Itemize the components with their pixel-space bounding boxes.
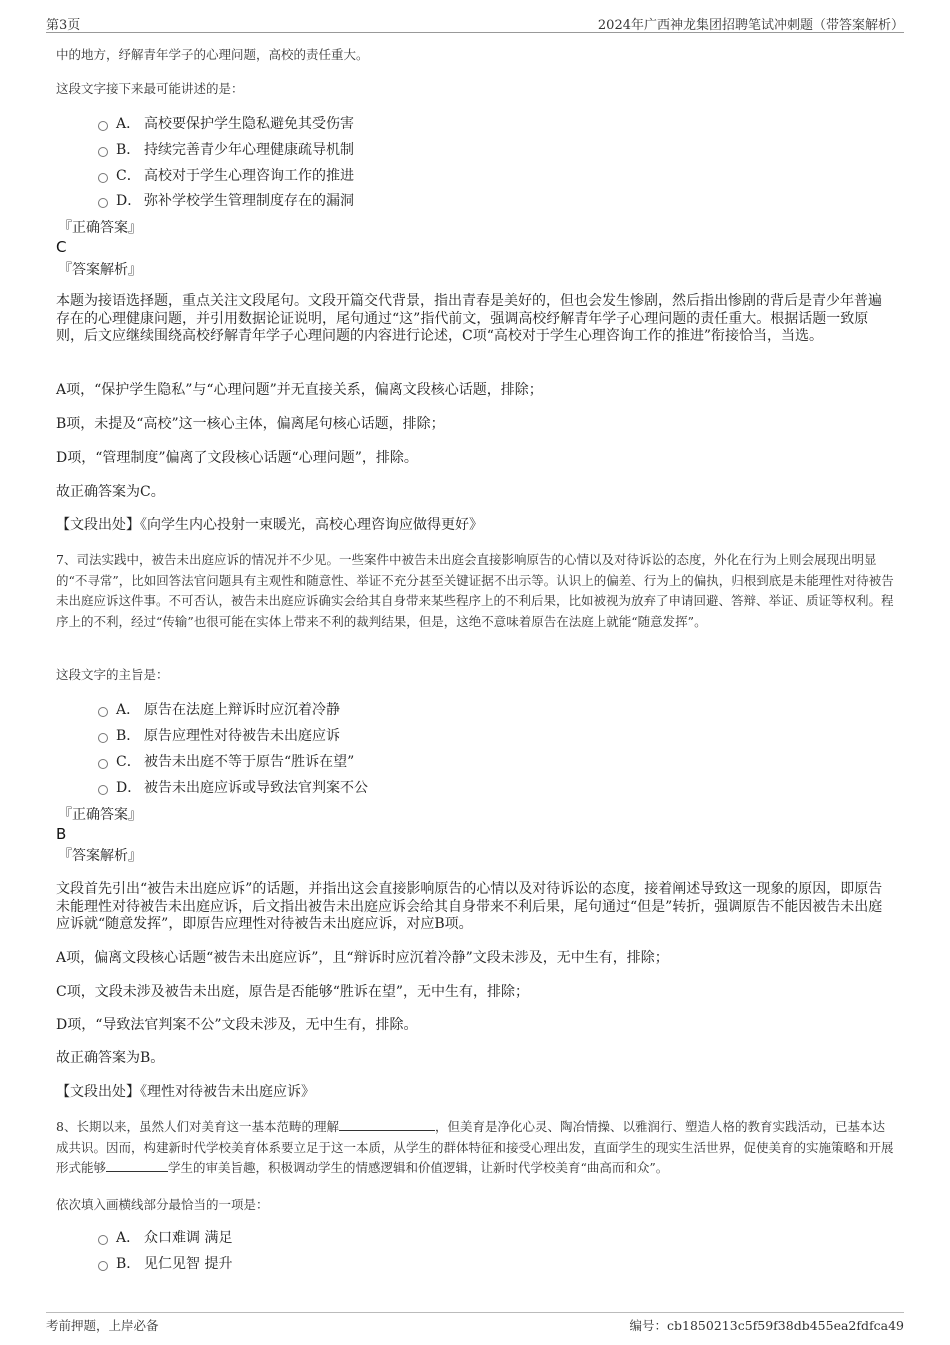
document-code: 编号：cb1850213c5f59f38db455ea2fdfca49: [629, 1318, 904, 1333]
q6-option-a[interactable]: A． 高校要保护学生隐私避免其受伤害: [98, 114, 354, 134]
q8-prompt: 依次填入画横线部分最恰当的一项是：: [56, 1197, 269, 1212]
radio-icon[interactable]: [98, 147, 108, 157]
q7-conclusion: 故正确答案为B。: [56, 1050, 165, 1066]
q8-stem: 8、长期以来，虽然人们对美育这一基本范畴的理解 ，但美育是净化心灵、陶冶情操、以雅润行、塑造人格的教育实践活动，已基本达成共识。因而，构建新时代学校美育体系要立足于这一本质，从学生的群体特征和接受心理出发，直面学生的现实生活世界，促使美育的实施策略和开展形式能够 学生的审美旨趣，积极调动学生的情感逻辑和价值逻辑，让新时代学校美育“曲高而和众”。: [56, 1119, 894, 1175]
q6-stem-tail: 中的地方，纾解青年学子的心理问题，高校的责任重大。: [56, 47, 369, 62]
q7-analysis-d: D项，“导致法官判案不公”文段未涉及，无中生有，排除。: [56, 1017, 418, 1033]
document-title: 2024年广西神龙集团招聘笔试冲刺题（带答案解析）: [597, 18, 904, 33]
radio-icon[interactable]: [98, 198, 108, 208]
q8-blank-1: [339, 1117, 435, 1131]
radio-icon[interactable]: [98, 733, 108, 743]
q6-answer-label: 『正确答案』: [58, 220, 142, 236]
q7-analysis-body: 文段首先引出“被告未出庭应诉”的话题，并指出这会直接影响原告的心情以及对待诉讼的态度，接着阐述导致这一现象的原因，即原告未能理性对待被告未出庭应诉，后文指出被告未出庭应诉会给其自身带来不利后果，尾句通过“但是”转折，强调原告不能因被告未出庭应诉就“随意发挥”，即原告应理性对待被告未出庭应诉，对应B项。: [56, 881, 883, 932]
radio-icon[interactable]: [98, 173, 108, 183]
q8-blank-2: [106, 1158, 168, 1172]
q7-option-a[interactable]: A． 原告在法庭上辩诉时应沉着冷静: [98, 700, 340, 720]
page-header: [46, 12, 904, 33]
footer-slogan: 考前押题，上岸必备: [46, 1318, 159, 1333]
q6-conclusion: 故正确答案为C。: [56, 484, 165, 500]
q6-answer: C: [56, 238, 67, 256]
q6-option-b[interactable]: B． 持续完善青少年心理健康疏导机制: [98, 140, 354, 160]
page-footer: [46, 1312, 904, 1333]
page-number: 第3页: [46, 18, 81, 33]
q6-source: 【文段出处】《向学生内心投射一束暖光，高校心理咨询应做得更好》: [56, 517, 483, 533]
q8-option-b[interactable]: B． 见仁见智 提升: [98, 1254, 232, 1274]
q6-analysis-label: 『答案解析』: [58, 262, 142, 278]
q7-analysis-c: C项，文段未涉及被告未出庭，原告是否能够“胜诉在望”，无中生有，排除；: [56, 984, 530, 1000]
q6-analysis-a: A项，“保护学生隐私”与“心理问题”并无直接关系，偏离文段核心话题，排除；: [56, 382, 543, 398]
q7-analysis-label: 『答案解析』: [58, 848, 142, 864]
q6-option-d[interactable]: D． 弥补学校学生管理制度存在的漏洞: [98, 191, 354, 211]
q8-option-a[interactable]: A． 众口难调 满足: [98, 1228, 232, 1248]
q7-source: 【文段出处】《理性对待被告未出庭应诉》: [56, 1084, 315, 1100]
q6-analysis-body: 本题为接语选择题，重点关注文段尾句。文段开篇交代背景，指出青春是美好的，但也会发生惨剧，然后指出惨剧的背后是青少年普遍存在的心理健康问题，并引用数据论证说明，尾句通过“这”指代前文，强调高校纾解青年学子心理问题的责任重大。根据话题一致原则，后文应继续围绕高校纾解青年学子心理问题的内容进行论述，C项“高校对于学生心理咨询工作的推进”衔接恰当，当选。: [56, 293, 882, 344]
q7-analysis-a: A项，偏离文段核心话题“被告未出庭应诉”，且“辩诉时应沉着冷静”文段未涉及，无中生有，排除；: [56, 950, 669, 966]
radio-icon[interactable]: [98, 1235, 108, 1245]
q6-analysis-b: B项，未提及“高校”这一核心主体，偏离尾句核心话题，排除；: [56, 416, 445, 432]
radio-icon[interactable]: [98, 707, 108, 717]
q7-prompt: 这段文字的主旨是：: [56, 667, 169, 682]
q6-prompt: 这段文字接下来最可能讲述的是：: [56, 81, 244, 96]
q7-option-b[interactable]: B． 原告应理性对待被告未出庭应诉: [98, 726, 340, 746]
q7-stem: 7、司法实践中，被告未出庭应诉的情况并不少见。一些案件中被告未出庭会直接影响原告的心情以及对待诉讼的态度，外化在行为上则会展现出明显的“不寻常”，比如回答法官问题具有主观性和随意性、举证不充分甚至关键证据不出示等。认识上的偏差、行为上的偏执，归根到底是未能理性对待被告未出庭应诉这件事。不可否认，被告未出庭应诉确实会给其自身带来某些程序上的不利后果，比如被视为放弃了申请回避、答辩、举证、质证等权利。程序上的不利，经过“传输”也很可能在实体上带来不利的裁判结果，但是，这绝不意味着原告在法庭上就能“随意发挥”。: [56, 552, 894, 629]
radio-icon[interactable]: [98, 785, 108, 795]
radio-icon[interactable]: [98, 759, 108, 769]
radio-icon[interactable]: [98, 121, 108, 131]
q6-option-c[interactable]: C． 高校对于学生心理咨询工作的推进: [98, 166, 354, 186]
q7-answer: B: [56, 825, 67, 843]
q7-option-c[interactable]: C． 被告未出庭不等于原告“胜诉在望”: [98, 752, 354, 772]
q6-analysis-d: D项，“管理制度”偏离了文段核心话题“心理问题”，排除。: [56, 450, 418, 466]
q7-answer-label: 『正确答案』: [58, 807, 142, 823]
q7-option-d[interactable]: D． 被告未出庭应诉或导致法官判案不公: [98, 778, 368, 798]
radio-icon[interactable]: [98, 1261, 108, 1271]
